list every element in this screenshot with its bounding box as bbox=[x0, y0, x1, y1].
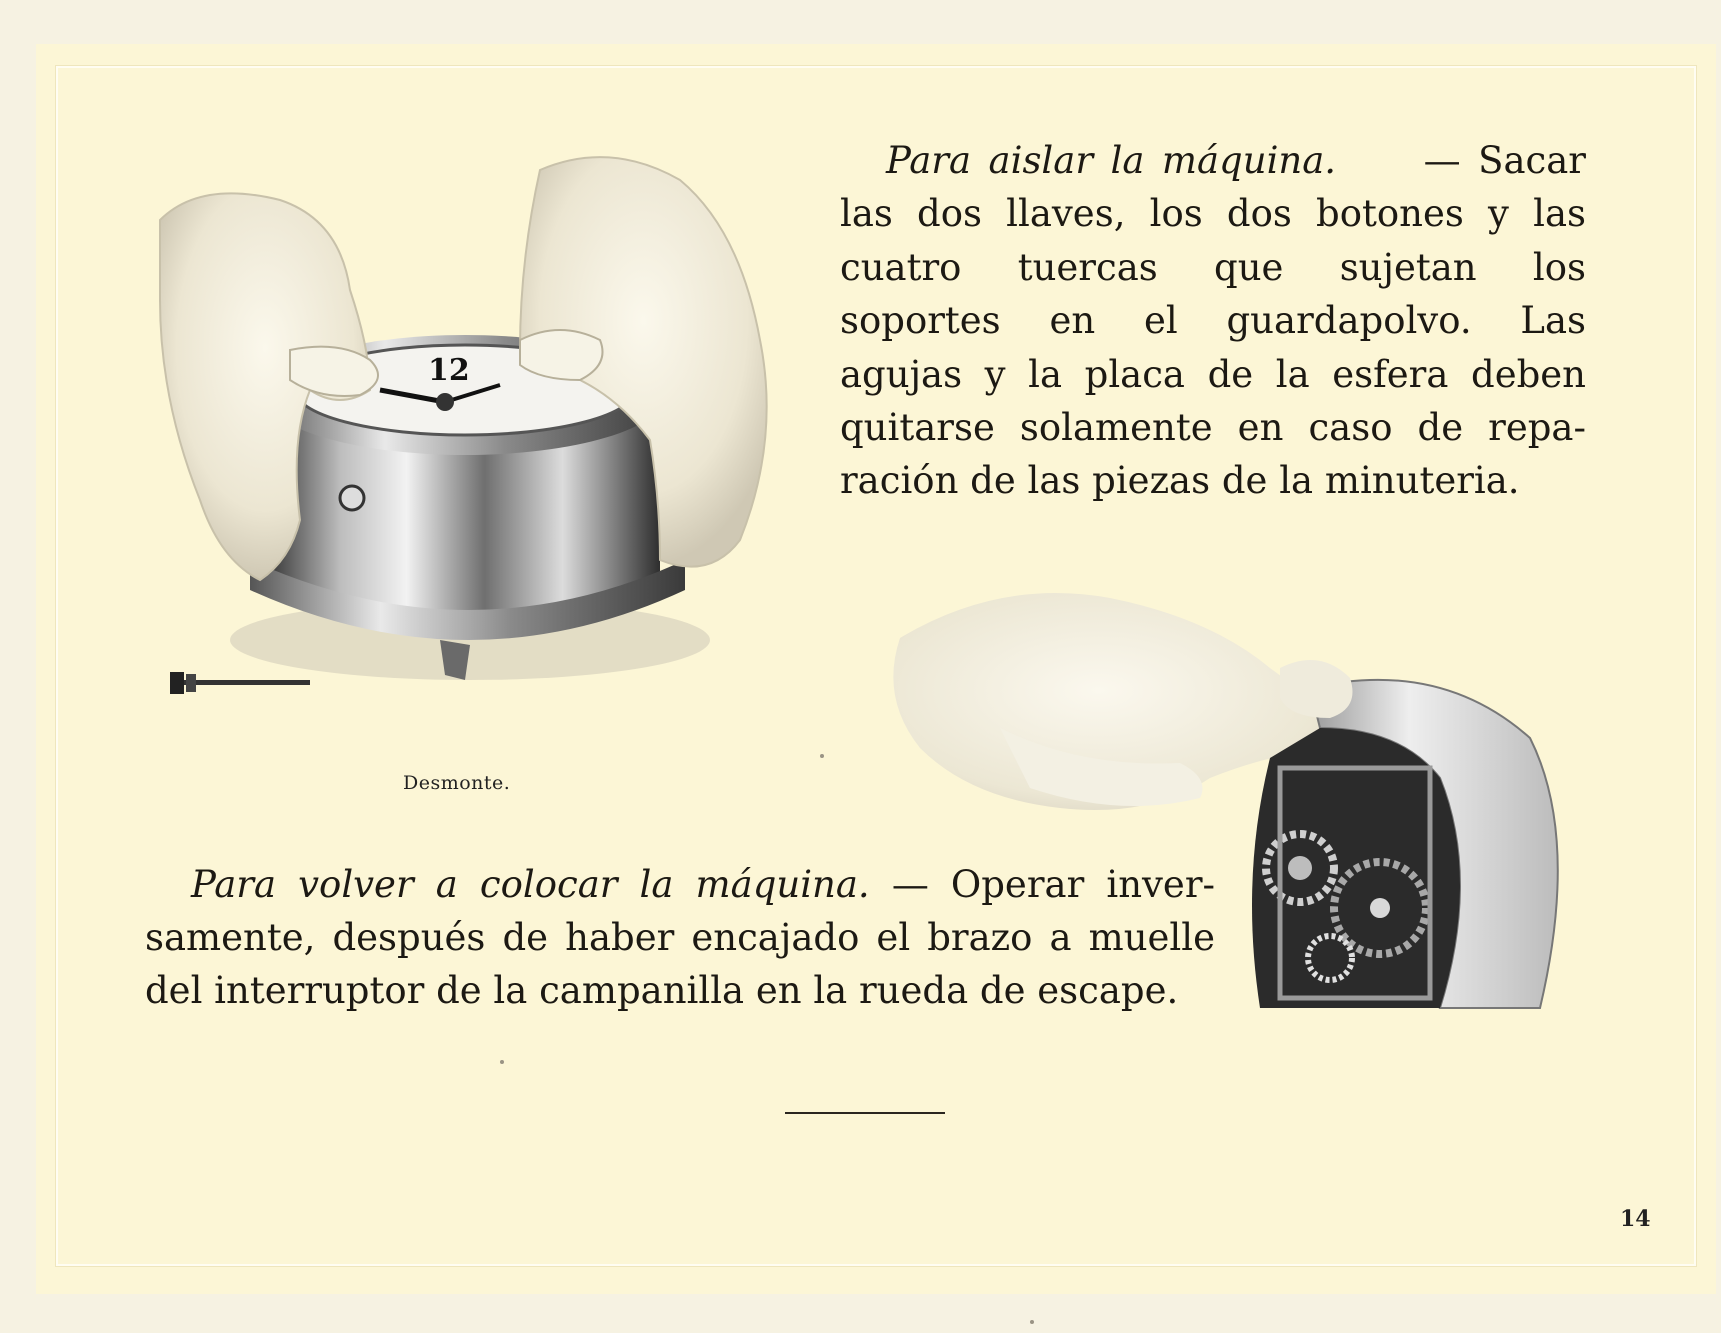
page-number: 14 bbox=[1620, 1206, 1651, 1232]
paragraph-text-line: — Sacar bbox=[1423, 139, 1586, 182]
paper-speck bbox=[820, 754, 824, 758]
figure-caption: Desmonte. bbox=[403, 772, 511, 794]
paragraph-reinstall-movement-heading: Para volver a colocar la máquina. bbox=[191, 863, 870, 906]
paragraph-text-line: soportes en el guardapolvo. Las bbox=[840, 299, 1586, 343]
paragraph-text-line: samente, después de haber encajado el brazo a muelle bbox=[145, 916, 1215, 959]
clock-disassembly-photo bbox=[140, 140, 810, 730]
paragraph-reinstall-movement bbox=[145, 858, 1215, 1017]
section-divider bbox=[785, 1112, 945, 1114]
paragraph-text-line: cuatro tuercas que sujetan los bbox=[840, 245, 1586, 289]
paragraph-remove-movement-heading: Para aislar la máquina. bbox=[886, 139, 1337, 182]
winding-key-icon bbox=[170, 672, 310, 694]
paragraph-text-line: agujas y la placa de la esfera deben bbox=[840, 352, 1586, 396]
paper-speck bbox=[1030, 1320, 1034, 1324]
paragraph-text-line: las dos llaves, los dos botones y las bbox=[840, 192, 1586, 236]
paper-speck bbox=[500, 1060, 504, 1064]
paragraph-text-line: — Operar inver- bbox=[891, 863, 1216, 906]
dial-number-12: 12 bbox=[428, 353, 470, 388]
paragraph-text-line: ración de las piezas de la minuteria. bbox=[840, 459, 1520, 503]
paragraph-text-line: del interruptor de la campanilla en la rueda de escape. bbox=[145, 969, 1179, 1012]
paragraph-remove-movement bbox=[840, 134, 1586, 508]
paragraph-text-line: quitarse solamente en caso de repa- bbox=[840, 406, 1586, 450]
